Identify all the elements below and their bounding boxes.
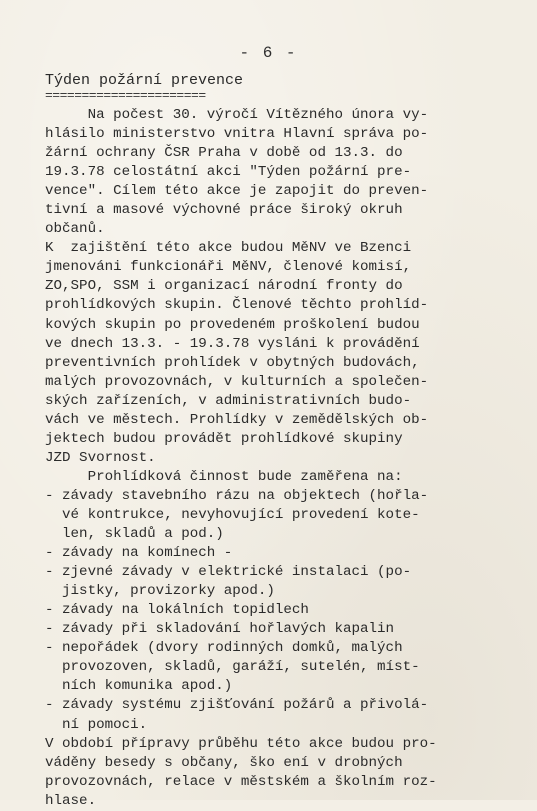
text-line: jmenováni funkcionáři MěNV, členové komisí, [45,259,412,276]
text-line: váděny besedy s občany, ško ení v drobných [45,754,403,771]
heading-underline: ====================== [45,88,206,103]
text-line: ve dnech 13.3. - 19.3.78 vysláni k provádění [45,335,420,352]
text-line: ních komunika apod.) [45,678,233,695]
text-line: provozovnách, relace v městském a školním roz- [45,773,437,790]
text-line: Prohlídková činnost bude zaměřena na: [45,468,403,485]
text-line: V období přípravy průběhu této akce budou pro- [45,735,437,752]
text-line: kových skupin po provedeném proškolení budou [45,316,420,333]
text-line: - zjevné závady v elektrické instalaci (po- [45,564,412,581]
text-line: provozoven, skladů, garáží, sutelén, míst- [45,659,420,676]
text-line: - závady stavebního rázu na objektech (hořla- [45,487,429,504]
text-line: ní pomoci. [45,716,148,733]
document-heading: Týden požární prevence [45,72,244,89]
text-line: vé kontrukce, nevyhovující provedení kote- [45,506,420,523]
text-line: preventivních prohlídek v obytných budovách, [45,354,420,371]
text-line: vách ve městech. Prohlídky v zemědělských ob- [45,411,429,428]
text-line: - závady při skladování hořlavých kapalin [45,621,395,638]
text-line: hlase. [45,792,97,809]
text-line: - nepořádek (dvory rodinných domků, malých [45,640,403,657]
text-line: - závady na komínech - [45,545,233,562]
text-line: malých provozovnách, v kulturních a společen- [45,373,429,390]
text-line: ZO,SPO, SSM i organizací národní fronty do [45,278,403,295]
page-number: - 6 - [239,44,298,62]
text-line: jistky, provizorky apod.) [45,583,275,600]
text-line: vence". Cílem této akce je zapojit do preven- [45,183,429,200]
text-line: K zajištění této akce budou MěNV ve Bzenci [45,240,412,257]
body-text [45,106,515,811]
text-line: len, skladů a pod.) [45,526,224,543]
text-line: - závady systému zjišťování požárů a přivolá- [45,697,429,714]
text-line: 19.3.78 celostátní akci "Týden požární pre- [45,164,412,181]
text-line: tivní a masové výchovné práce široký okruh [45,202,403,219]
text-line: žární ochrany ČSR Praha v době od 13.3. do [45,145,403,162]
text-line: hlásilo ministerstvo vnitra Hlavní správa po- [45,126,429,143]
text-line: jektech budou provádět prohlídkové skupiny [45,430,403,447]
text-line: - závady na lokálních topidlech [45,602,309,619]
text-line: JZD Svornost. [45,449,156,466]
text-line: občanů. [45,221,105,238]
text-line: ských zařízeních, v administrativních budo- [45,392,412,409]
text-line: Na počest 30. výročí Vítězného února vy- [45,107,429,123]
text-line: prohlídkových skupin. Členové těchto prohlíd- [45,297,429,314]
